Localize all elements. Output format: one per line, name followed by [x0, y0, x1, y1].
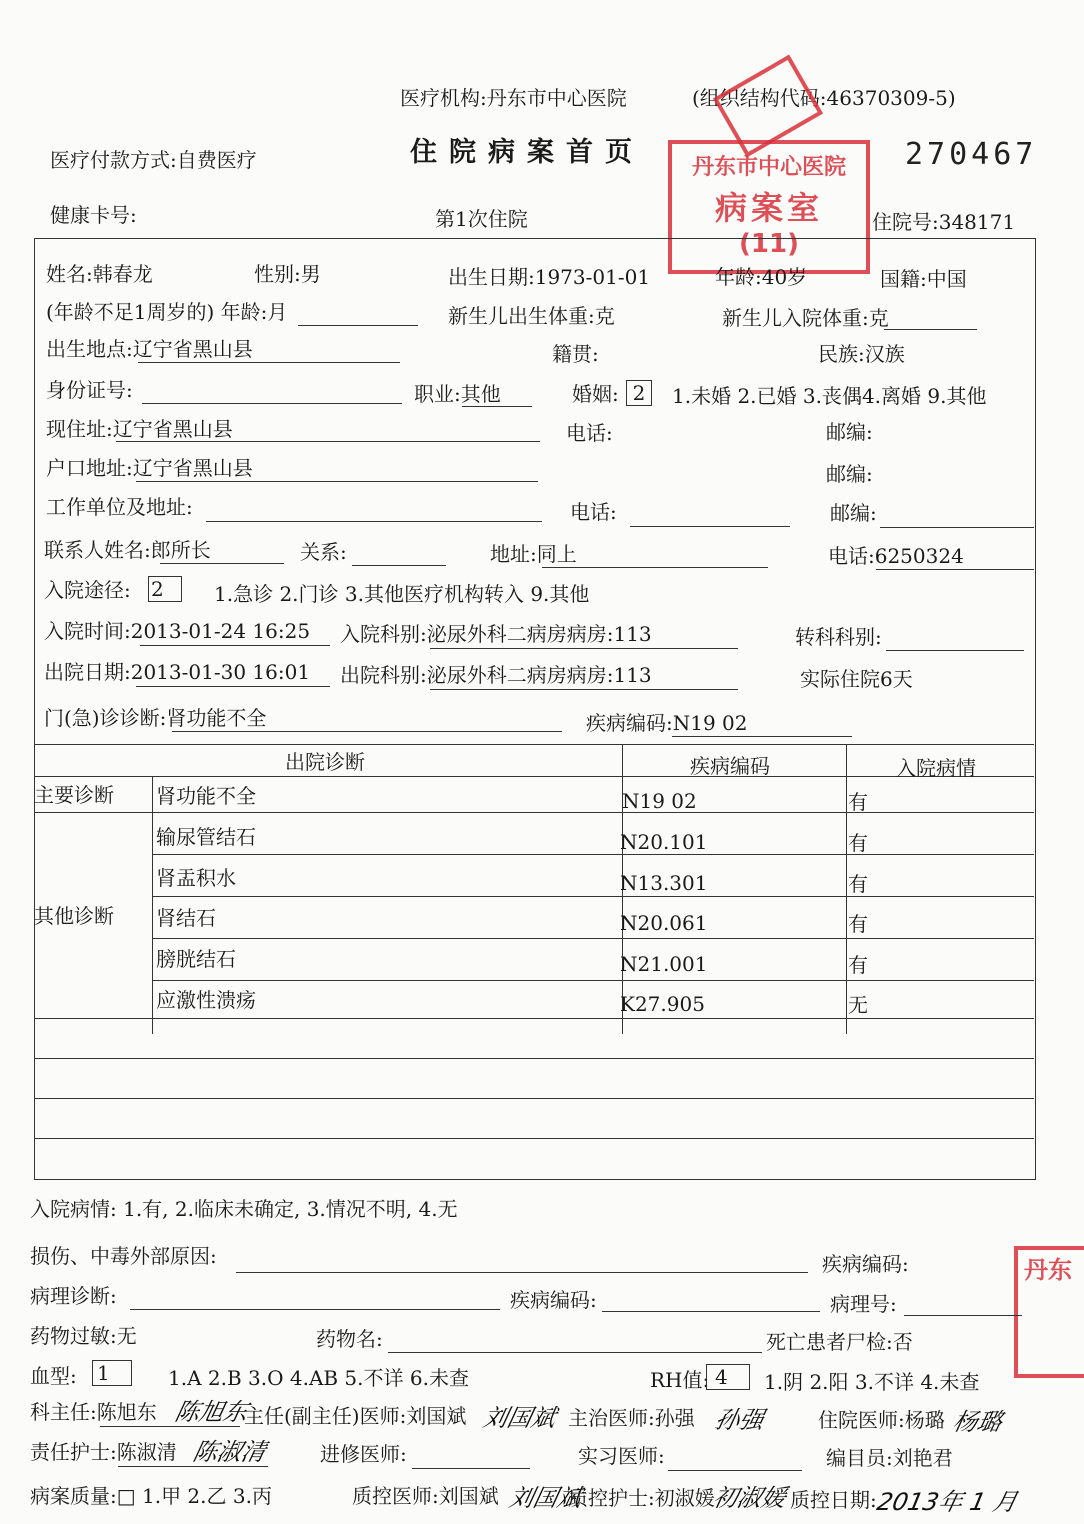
zip-label: 邮编: [826, 420, 873, 444]
nationality: 国籍:中国 [880, 267, 967, 291]
other-diagnosis-label: 其他诊断 [34, 904, 114, 928]
drug-allergy: 药物过敏:无 [30, 1324, 137, 1348]
work-phone: 电话: [570, 500, 617, 524]
dx-condition: 有 [848, 872, 868, 896]
responsible-nurse: 责任护士:陈淑清 [30, 1440, 177, 1464]
health-card: 健康卡号: [50, 203, 137, 227]
birth-date: 出生日期:1973-01-01 [448, 265, 651, 289]
dx-code: N21.001 [620, 952, 708, 976]
department-director: 科主任:陈旭东 [30, 1400, 157, 1424]
pathology-diagnosis: 病理诊断: [30, 1284, 117, 1308]
dx-condition: 有 [848, 912, 868, 936]
discharge-date: 出院日期:2013-01-30 16:01 [44, 660, 311, 684]
blood-type-box: 1 [92, 1360, 132, 1386]
discharge-dept: 出院科别:泌尿外科二病房病房:113 [340, 663, 652, 687]
attending-signature: 孙强 [712, 1406, 767, 1434]
newborn-birth-weight: 新生儿出生体重:克 [448, 304, 615, 328]
injury-cause: 损伤、中毒外部原因: [30, 1244, 217, 1268]
phone-label: 电话: [566, 421, 613, 445]
dx-code: K27.905 [620, 992, 705, 1016]
drug-name: 药物名: [316, 1327, 383, 1351]
visit-count: 第1次住院 [435, 207, 528, 231]
blood-type-label: 血型: [30, 1364, 77, 1388]
page-title: 住院病案首页 [410, 137, 644, 168]
work-zip: 邮编: [830, 501, 877, 525]
condition-legend: 入院病情: 1.有, 2.临床未确定, 3.情况不明, 4.无 [30, 1197, 458, 1221]
admission-route-box: 2 [148, 576, 182, 602]
pathology-number: 病理号: [830, 1292, 897, 1316]
actual-stay: 实际住院6天 [800, 667, 913, 691]
trainee-physician: 进修医师: [320, 1442, 407, 1466]
institution: 医疗机构:丹东市中心医院 [400, 86, 627, 110]
patient-name: 姓名:韩春龙 [46, 262, 153, 286]
intern-physician: 实习医师: [578, 1444, 665, 1468]
contact-address: 地址:同上 [490, 542, 577, 566]
occupation: 职业:其他 [414, 382, 501, 406]
dx-condition: 有 [848, 831, 868, 855]
rh-options: 1.阴 2.阳 3.不详 4.未查 [764, 1370, 980, 1394]
birthplace: 出生地点:辽宁省黑山县 [46, 337, 253, 361]
registered-address: 户口地址:辽宁省黑山县 [46, 456, 253, 480]
director-signature: 陈旭东 [172, 1398, 251, 1426]
newborn-admit-weight: 新生儿入院体重:克 [722, 306, 889, 330]
pathology-code: 疾病编码: [510, 1288, 597, 1312]
blood-type-options: 1.A 2.B 3.O 4.AB 5.不详 6.未查 [168, 1366, 469, 1390]
dx-row: 输尿管结石 [156, 825, 256, 849]
marriage-box: 2 [626, 380, 652, 406]
coder: 编目员:刘艳君 [826, 1446, 953, 1470]
patient-age: 年龄:40岁 [715, 265, 808, 289]
chief-signature: 刘国斌 [480, 1404, 559, 1432]
dx-condition: 有 [848, 790, 868, 814]
contact-name: 联系人姓名:郎所长 [44, 538, 211, 562]
contact-relation: 关系: [300, 540, 347, 564]
qc-date: 质控日期: [790, 1488, 877, 1512]
infant-age: (年龄不足1周岁的) 年龄:月 [46, 300, 288, 324]
dx-row: 肾盂积水 [156, 866, 236, 890]
outpatient-diagnosis: 门(急)诊诊断:肾功能不全 [44, 706, 267, 730]
autopsy: 死亡患者尸检:否 [766, 1330, 913, 1354]
org-code: (组织结构代码:46370309-5) [692, 86, 956, 110]
header-discharge-dx: 出院诊断 [285, 750, 365, 774]
dx-condition: 无 [848, 993, 868, 1017]
current-address: 现住址:辽宁省黑山县 [46, 417, 233, 441]
rh-box: 4 [706, 1364, 750, 1390]
record-quality: 病案质量:□ 1.甲 2.乙 3.丙 [30, 1484, 272, 1508]
qc-date-handwritten: 2013年 1 月 [874, 1488, 1021, 1516]
transfer-dept: 转科科别: [795, 625, 882, 649]
admission-route-label: 入院途径: [44, 578, 131, 602]
resident-signature: 杨璐 [950, 1408, 1005, 1436]
dx-row: 膀胱结石 [156, 947, 236, 971]
admission-dept: 入院科别:泌尿外科二病房病房:113 [340, 622, 652, 646]
patient-sex: 性别:男 [254, 262, 321, 286]
ethnicity: 民族:汉族 [818, 342, 905, 366]
records-room-stamp: 丹东市中心医院 病案室 (11) [668, 140, 870, 274]
header-admit-condition: 入院病情 [896, 756, 976, 780]
dx-row: 肾结石 [156, 906, 216, 930]
marriage-options: 1.未婚 2.已婚 3.丧偶4.离婚 9.其他 [672, 384, 987, 408]
injury-code: 疾病编码: [822, 1252, 909, 1276]
hukou-zip: 邮编: [826, 462, 873, 486]
inpatient-number: 住院号:348171 [872, 210, 1016, 234]
qc-doctor: 质控医师:刘国斌 [352, 1484, 499, 1508]
attending-physician: 主治医师:孙强 [568, 1406, 695, 1430]
admission-time: 入院时间:2013-01-24 16:25 [44, 619, 311, 643]
dx-condition: 有 [848, 953, 868, 977]
payment-method: 医疗付款方式:自费医疗 [50, 148, 257, 172]
workplace: 工作单位及地址: [46, 495, 193, 519]
partial-stamp: 丹东 [1014, 1246, 1084, 1378]
qc-nurse-signature: 初淑媛 [710, 1484, 789, 1512]
record-number: 270467 [905, 137, 1038, 172]
dx-code: N20.061 [620, 911, 708, 935]
outpatient-disease-code: 疾病编码:N19 02 [586, 711, 748, 735]
dx-code: N13.301 [620, 871, 708, 895]
qc-nurse: 质控护士:初淑媛 [568, 1486, 715, 1510]
admission-route-options: 1.急诊 2.门诊 3.其他医疗机构转入 9.其他 [214, 582, 590, 606]
contact-phone: 电话:6250324 [828, 544, 964, 568]
native-place: 籍贯: [552, 342, 599, 366]
main-diagnosis-label: 主要诊断 [34, 783, 114, 807]
qc-doctor-signature: 刘国斌 [506, 1484, 585, 1512]
dx-code: N20.101 [620, 830, 708, 854]
header-disease-code: 疾病编码 [690, 754, 770, 778]
id-number: 身份证号: [46, 378, 133, 402]
nurse-signature: 陈淑清 [190, 1438, 269, 1466]
dx-row: 肾功能不全 [156, 784, 256, 808]
marriage-label: 婚姻: [572, 382, 619, 406]
resident-physician: 住院医师:杨璐 [818, 1408, 945, 1432]
dx-code: N19 02 [622, 789, 697, 813]
dx-row: 应激性溃疡 [156, 988, 256, 1012]
chief-physician: 主任(副主任)医师:刘国斌 [244, 1404, 467, 1428]
rh-label: RH值: [650, 1368, 710, 1392]
